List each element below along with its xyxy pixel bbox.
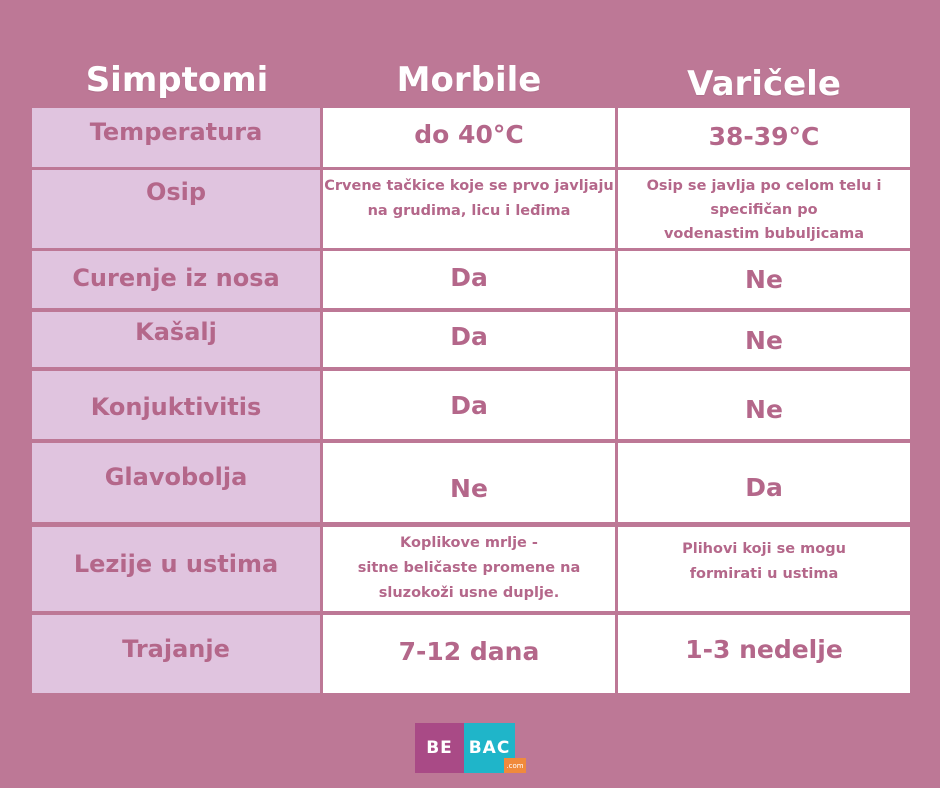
- morbile-osip: Crvene tačkice koje se prvo javljaju na grudima, licu i leđima: [323, 170, 615, 248]
- varicele-kasalj: Ne: [618, 312, 910, 367]
- row-label-konjuktivitis: Konjuktivitis: [32, 371, 320, 439]
- row-label-glavobolja: Glavobolja: [32, 443, 320, 522]
- morbile-trajanje: 7-12 dana: [323, 615, 615, 693]
- morbile-temperatura: do 40°C: [323, 108, 615, 167]
- morbile-kasalj: Da: [323, 312, 615, 367]
- varicele-lezije-u-ustima: Plihovi koji se mogu formirati u ustima: [618, 527, 910, 611]
- bebac-logo[interactable]: [415, 723, 525, 775]
- varicele-glavobolja: Da: [618, 443, 910, 522]
- varicele-osip: Osip se javlja po celom telu i specifičan po vodenastim bubuljicama: [618, 170, 910, 248]
- logo-com: .com: [504, 758, 526, 773]
- logo-be: BE: [415, 723, 464, 773]
- morbile-curenje-iz-nosa: Da: [323, 251, 615, 308]
- morbile-konjuktivitis: Da: [323, 371, 615, 439]
- header-varicele: Varičele: [687, 64, 841, 104]
- row-label-lezije-u-ustima: Lezije u ustima: [32, 527, 320, 611]
- morbile-glavobolja: Ne: [323, 443, 615, 522]
- row-label-trajanje: Trajanje: [32, 615, 320, 693]
- header-simptomi: Simptomi: [85, 60, 269, 100]
- row-label-temperatura: Temperatura: [32, 108, 320, 167]
- varicele-trajanje: 1-3 nedelje: [618, 615, 910, 693]
- row-label-curenje-iz-nosa: Curenje iz nosa: [32, 251, 320, 308]
- logo-bac: BAC: [464, 723, 515, 773]
- header-morbile: Morbile: [396, 60, 542, 100]
- varicele-curenje-iz-nosa: Ne: [618, 251, 910, 308]
- morbile-lezije-u-ustima: Koplikove mrlje - sitne beličaste promene na sluzokoži usne duplje.: [323, 527, 615, 611]
- varicele-temperatura: 38-39°C: [618, 108, 910, 167]
- row-label-kasalj: Kašalj: [32, 312, 320, 367]
- row-label-osip: Osip: [32, 170, 320, 248]
- varicele-konjuktivitis: Ne: [618, 371, 910, 439]
